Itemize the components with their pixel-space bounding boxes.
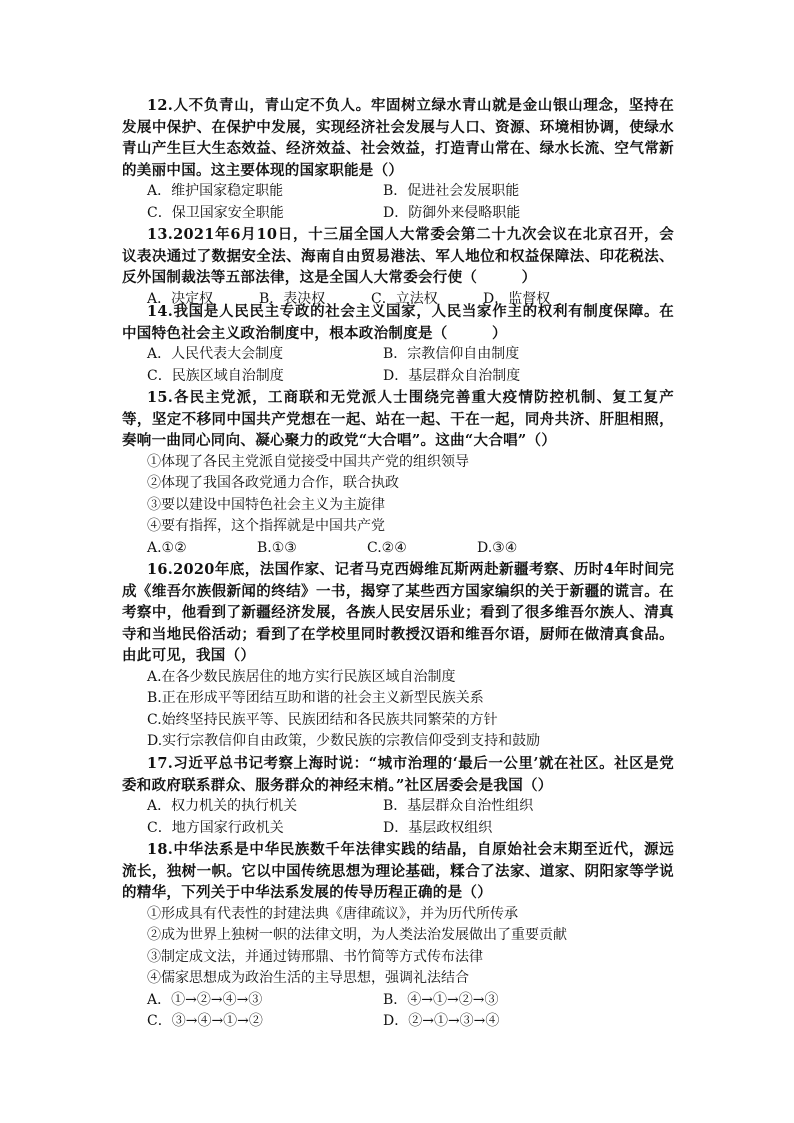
option-b: B．基层群众自治性组织 [383, 798, 534, 814]
option-d: D．监督权 [483, 290, 551, 307]
option-c: C.②④ [367, 539, 407, 556]
question-stem: 12.人不负青山，青山定不负人。牢固树立绿水青山就是金山银山理念，坚持在发展中保护、在保护中发展，实现经济社会发展与人口、资源、环境相协调，使绿水青山产生巨大生态效益、经济效益、社会效益，打造青山常在、绿水长流、空气常新的美丽中国。这主要体现的国家职能是（） [122, 97, 674, 179]
question-15 [122, 387, 674, 559]
question-17 [122, 753, 674, 839]
option-c: C．③→④→①→② [147, 1013, 263, 1029]
question-18 [122, 839, 674, 1033]
option-b: B.正在形成平等团结互助和谐的社会主义新型民族关系 [147, 690, 484, 706]
statement-3: ③要以建设中国特色社会主义为主旋律 [147, 496, 385, 513]
option-c: C.始终坚持民族平等、民族团结和各民族共同繁荣的方针 [147, 711, 498, 728]
option-d: D．基层政权组织 [383, 819, 493, 836]
statement-1: ①形成具有代表性的封建法典《唐律疏议》，并为历代所传承 [147, 905, 518, 922]
statement-4: ④儒家思想成为政治生活的主导思想，强调礼法结合 [147, 970, 469, 986]
option-b: B．表决权 [259, 290, 326, 307]
statement-3: ③制定成文法，并通过铸邢鼎、书竹简等方式传布法律 [147, 948, 483, 965]
option-a: A.在各少数民族居住的地方实行民族区域自治制度 [147, 668, 456, 685]
option-c: C．民族区域自治制度 [147, 367, 284, 384]
option-d: D．防御外来侵略职能 [383, 204, 521, 221]
option-b: B．④→①→②→③ [383, 991, 499, 1008]
question-stem: 13.2021年6月10日，十三届全国人大常委会第二十九次会议在北京召开，会议表决通过了数据安全法、海南自由贸易港法、军人地位和权益保障法、印花税法、反外国制裁法等五部法律，这是全国人大常委会行使（ ） [122, 226, 674, 286]
option-c: C．保卫国家安全职能 [147, 204, 284, 221]
question-stem: 18.中华法系是中华民族数千年法律实践的结晶，自原始社会末期至近代，源远流长，独树一帜。它以中国传统思想为理论基础，糅合了法家、道家、阴阳家等学说的精华，下列关于中华法系发展的传导历程正确的是（） [122, 841, 674, 901]
option-d: D.实行宗教信仰自由政策，少数民族的宗教信仰受到支持和鼓励 [147, 733, 541, 749]
option-d: D.③④ [477, 539, 518, 556]
option-a: A．维护国家稳定职能 [147, 183, 284, 199]
statement-4: ④要有指挥，这个指挥就是中国共产党 [147, 518, 385, 534]
question-16 [122, 559, 674, 753]
option-b: B．促进社会发展职能 [383, 183, 520, 199]
option-a: A．权力机关的执行机关 [147, 798, 298, 814]
option-a: A．人民代表大会制度 [147, 346, 284, 362]
option-a: A．决定权 [147, 290, 214, 307]
option-c: C．立法权 [371, 290, 438, 307]
question-13 [122, 224, 674, 310]
option-d: D．②→①→③→④ [383, 1013, 500, 1029]
option-d: D．基层群众自治制度 [383, 367, 521, 384]
option-a: A．①→②→④→③ [147, 991, 263, 1008]
question-stem: 14.我国是人民民主专政的社会主义国家，人民当家作主的权利有制度保障。在中国特色社会主义政治制度中，根本政治制度是（ ） [122, 303, 674, 342]
question-stem: 15.各民主党派，工商联和无党派人士围绕完善重大疫情防控机制、复工复产等，坚定不移同中国共产党想在一起、站在一起、干在一起，同舟共济、肝胆相照，奏响一曲同心同向、凝心聚力的政党“大合唱”。这曲“大合唱”（） [122, 389, 674, 449]
statement-2: ②体现了我国各政党通力合作，联合执政 [147, 475, 399, 491]
option-b: B．宗教信仰自由制度 [383, 346, 520, 362]
question-14 [122, 301, 674, 387]
option-b: B.①③ [257, 539, 297, 556]
statement-1: ①体现了各民主党派自觉接受中国共产党的组织领导 [147, 453, 469, 470]
question-stem: 17.习近平总书记考察上海时说：“城市治理的‘最后一公里’就在社区。社区是党委和政府联系群众、服务群众的神经末梢。”社区居委会是我国（） [122, 755, 674, 794]
option-c: C．地方国家行政机关 [147, 819, 284, 836]
option-a: A.①② [147, 539, 187, 556]
statement-2: ②成为世界上独树一帜的法律文明，为人类法治发展做出了重要贡献 [147, 927, 567, 943]
question-12 [122, 95, 674, 224]
question-stem: 16.2020年底，法国作家、记者马克西姆维瓦斯两赴新疆考察、历时4年时间完成《维吾尔族假新闻的终结》一书，揭穿了某些西方国家编织的关于新疆的谎言。在考察中，他看到了新疆经济发展，各族人民安居乐业；看到了很多维吾尔族人、清真寺和当地民俗活动；看到了在学校里同时教授汉语和维吾尔语，厨师在做清真食品。由此可见，我国（） [122, 561, 674, 664]
